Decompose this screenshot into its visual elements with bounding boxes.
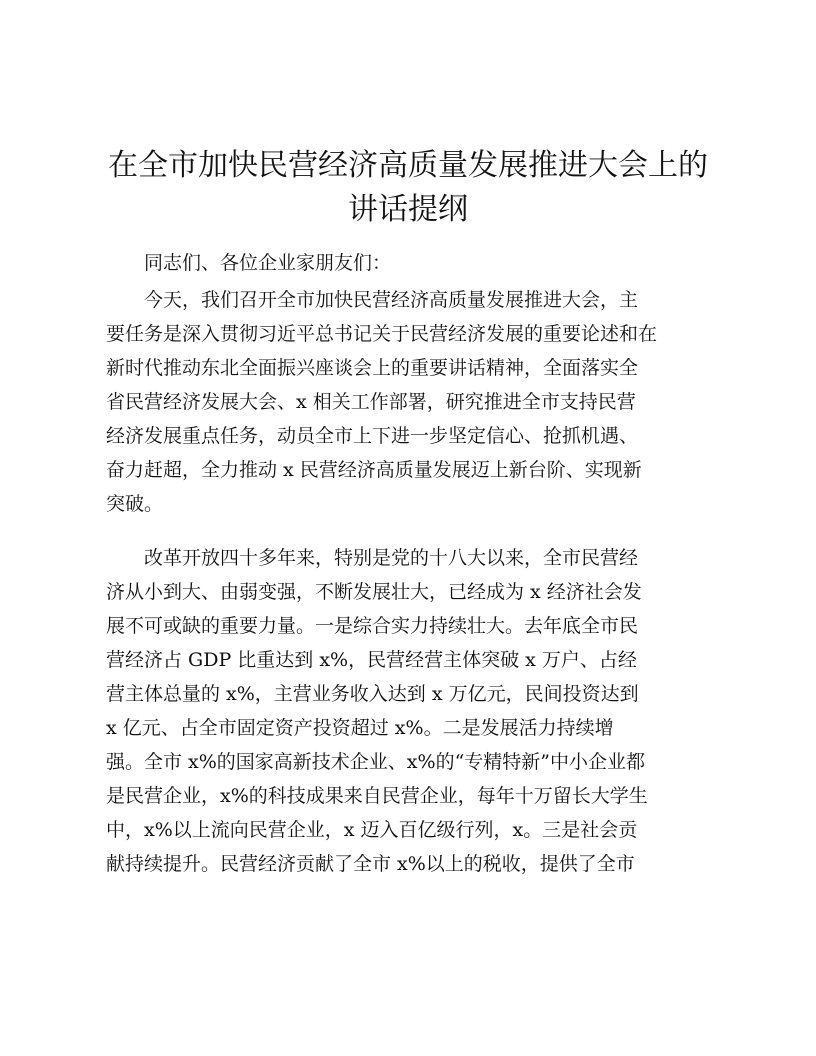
paragraph-2-line: 是民营企业，x%的科技成果来自民营企业，每年十万留长大学生 <box>106 785 648 807</box>
paragraph-2 <box>106 541 716 881</box>
greeting-paragraph <box>106 246 716 280</box>
paragraph-2-line: 济从小到大、由弱变强，不断发展壮大，已经成为 x 经济社会发 <box>106 581 642 603</box>
document-title-line-1: 在全市加快民营经济高质量发展推进大会上的 <box>108 148 708 183</box>
paragraph-2-line: 营经济占 GDP 比重达到 x%，民营经营主体突破 x 万户、占经 <box>106 649 637 671</box>
paragraph-1-line: 今天，我们召开全市加快民营经济高质量发展推进大会，主 <box>144 289 639 311</box>
paragraph-1 <box>106 283 716 521</box>
paragraph-2-line: x 亿元、占全市固定资产投资超过 x%。二是发展活力持续增 <box>106 717 614 739</box>
paragraph-2-line: 中，x%以上流向民营企业，x 迈入百亿级行列，x。三是社会贡 <box>106 819 638 841</box>
paragraph-2-line: 改革开放四十多年来，特别是党的十八大以来，全市民营经 <box>144 547 639 569</box>
paragraph-1-line: 新时代推动东北全面振兴座谈会上的重要讲话精神，全面落实全 <box>106 357 639 379</box>
paragraph-1-line: 经济发展重点任务，动员全市上下进一步坚定信心、抢抓机遇、 <box>106 425 639 447</box>
greeting-line: 同志们、各位企业家朋友们： <box>144 252 392 274</box>
paragraph-2-line: 献持续提升。民营经济贡献了全市 x%以上的税收，提供了全市 <box>106 853 635 875</box>
paragraph-1-line: 要任务是深入贯彻习近平总书记关于民营经济发展的重要论述和在 <box>106 323 658 345</box>
paragraph-1-line: 奋力赶超，全力推动 x 民营经济高质量发展迈上新台阶、实现新 <box>106 459 642 481</box>
paragraph-1-line: 省民营经济发展大会、x 相关工作部署，研究推进全市支持民营 <box>106 391 636 413</box>
paragraph-1-line: 突破。 <box>106 493 164 515</box>
document-title-line-2: 讲话提纲 <box>348 192 468 227</box>
paragraph-2-line: 营主体总量的 x%，主营业务收入达到 x 万亿元，民间投资达到 <box>106 683 639 705</box>
paragraph-2-line: 展不可或缺的重要力量。一是综合实力持续壮大。去年底全市民 <box>106 615 639 637</box>
paragraph-2-line: 强。全市 x%的国家高新技术企业、x%的“专精特新”中小企业都 <box>106 751 646 773</box>
